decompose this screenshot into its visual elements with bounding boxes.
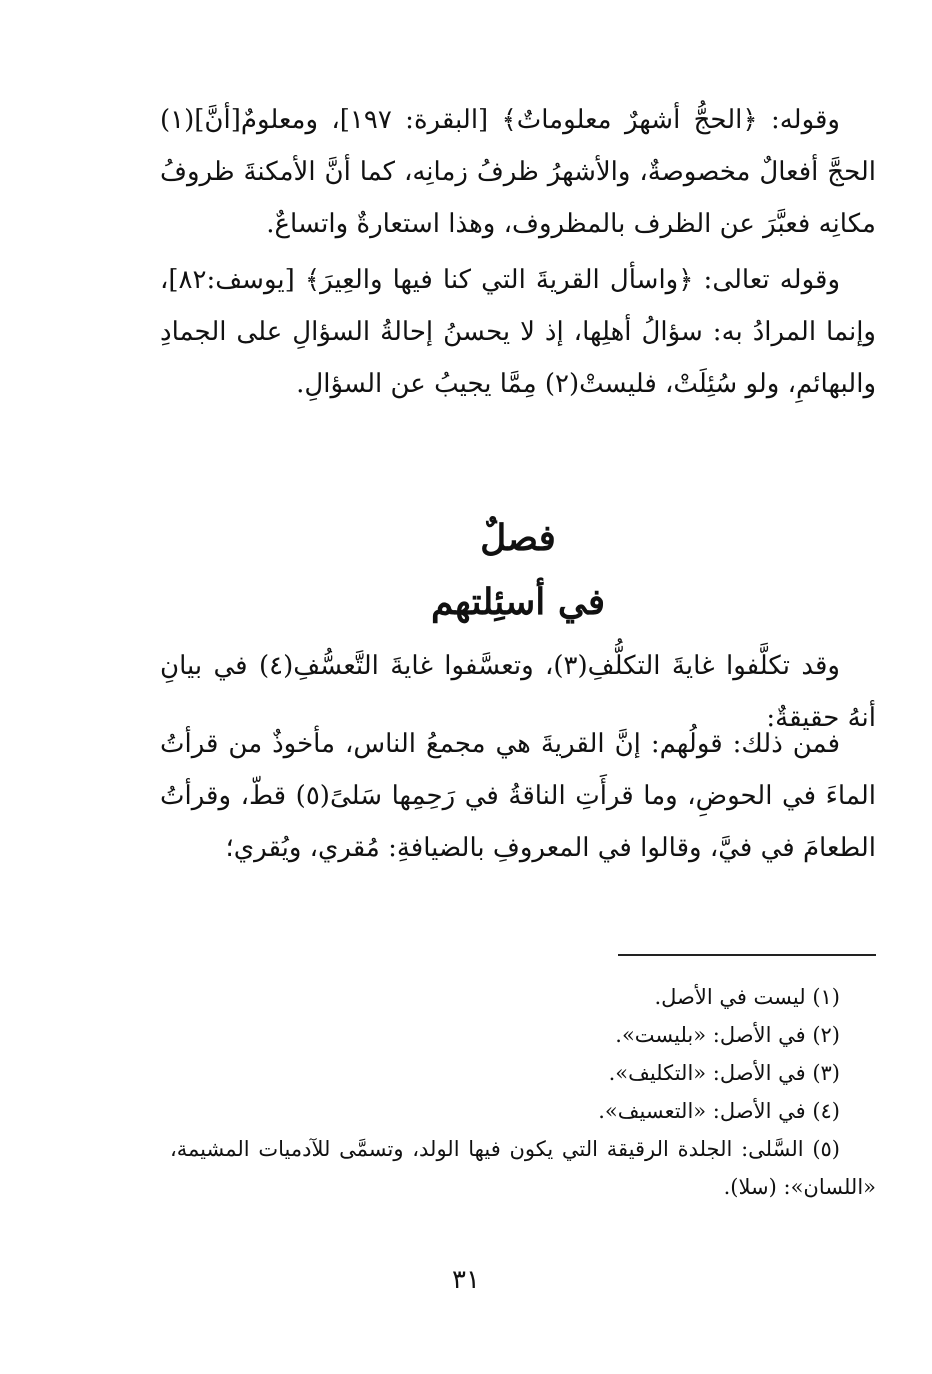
footnote-4: (٤) في الأصل: «التعسيف». (598, 1099, 840, 1123)
footnote-5: (٥) السَّلى: الجلدة الرقيقة التي يكون فيها الولد، وتسمَّى للآدميات المشيمة، «اللسان»: (سلا). (170, 1137, 876, 1199)
paragraph-ask-the-town: وقوله تعالى: ﴿واسأل القريةَ التي كنا فيها والعِيرَ﴾ [يوسف:٨٢]، وإنما المرادُ به: سؤالُ أهلِها، إذ لا يحسنُ إحالةُ السؤالِ على الجمادِ والبهائمِ، ولو سُئِلَتْ، فليستْ(٢) مِمَّا يجيبُ عن السؤالِ. (160, 265, 876, 399)
footnote-2: (٢) في الأصل: «بليست». (615, 1023, 840, 1047)
footnotes-list (170, 978, 876, 1206)
section-subtitle: في أسئِلتهم (430, 581, 606, 623)
footnote-divider (618, 954, 876, 956)
paragraph-hajj-months: وقوله: ﴿الحجُّ أشهرٌ معلوماتٌ﴾ [البقرة: ١٩٧]، ومعلومٌ[أنَّ](١) الحجَّ أفعالٌ مخصوصةٌ، والأشهرُ ظرفُ زمانِه، كما أنَّ الأمكنةَ ظروفُ مكانِه فعبَّرَ عن الظرف بالمظروف، وهذا استعارةٌ واتساعٌ. (160, 105, 876, 239)
paragraph-their-effort: وقد تكلَّفوا غايةَ التكلُّفِ(٣)، وتعسَّفوا غايةَ التَّعسُّفِ(٤) في بيانِ أنهُ حقيقةٌ: (160, 651, 876, 733)
footnote-3: (٣) في الأصل: «التكليف». (608, 1061, 840, 1085)
page-number: ٣١ (452, 1265, 480, 1295)
footnote-1: (١) ليست في الأصل. (654, 985, 840, 1009)
section-title: فصلٌ (480, 517, 556, 559)
paragraph-qarya-meaning: فمن ذلك: قولُهم: إنَّ القريةَ هي مجمعُ الناس، مأخوذٌ من قرأتُ الماءَ في الحوضِ، وما قرأَتِ الناقةُ في رَحِمِها سَلىً(٥) قطّ، وقرأتُ الطعامَ في فيَّ، وقالوا في المعروفِ بالضيافةِ: مُقري، ويُقري؛ (160, 729, 877, 863)
